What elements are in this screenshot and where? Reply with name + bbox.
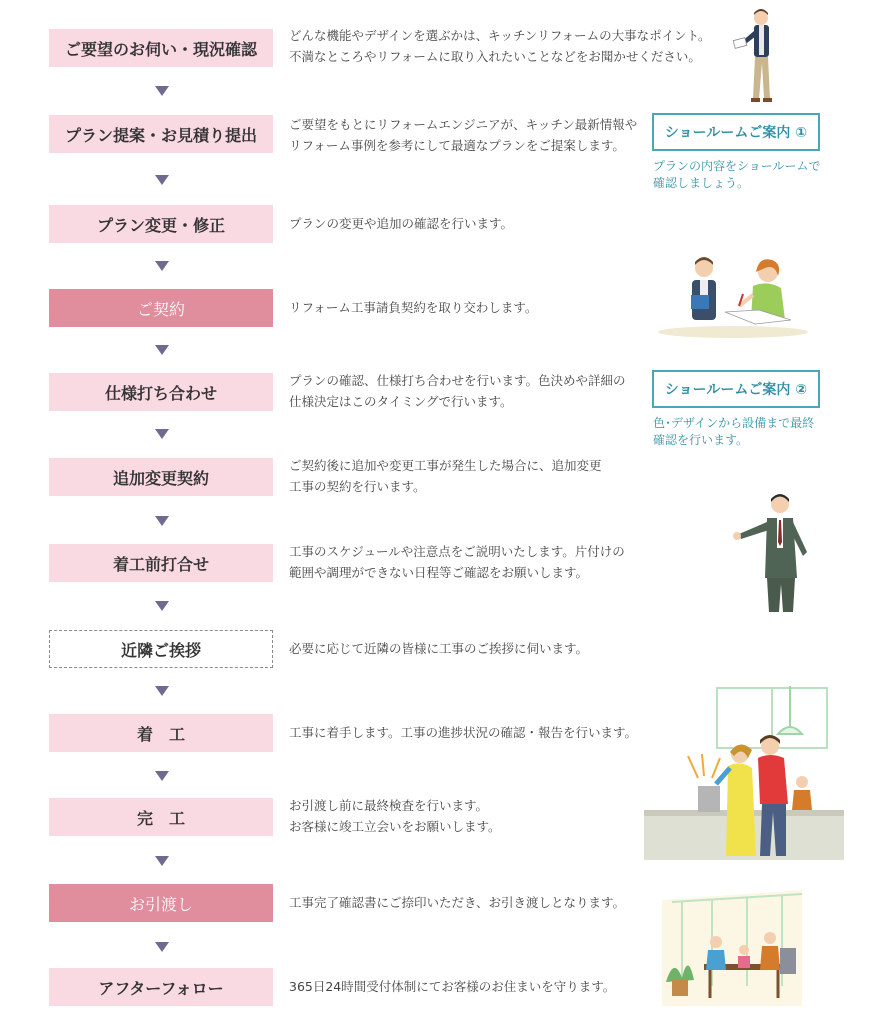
step-spec-meeting: 仕様打ち合わせ: [49, 373, 273, 411]
showroom-guide-1-button[interactable]: ショールームご案内 ①: [652, 113, 820, 151]
kitchen-work-illustration: [642, 686, 847, 866]
flow-arrow-icon: [155, 175, 169, 185]
flow-arrow-icon: [155, 601, 169, 611]
flow-arrow-icon: [155, 261, 169, 271]
step-description: お引渡し前に最終検査を行います。 お客様に竣工立会いをお願いします。: [289, 798, 501, 834]
flow-arrow-icon: [155, 856, 169, 866]
flow-arrow-icon: [155, 345, 169, 355]
step-handover: お引渡し: [49, 884, 273, 922]
flow-arrow-icon: [155, 86, 169, 96]
step-hearing: ご要望のお伺い・現況確認: [49, 29, 273, 67]
step-description: ご契約後に追加や変更工事が発生した場合に、追加変更 工事の契約を行います。: [289, 458, 602, 494]
family-home-illustration: [652, 886, 812, 1011]
step-description: プランの変更や追加の確認を行います。: [289, 216, 514, 231]
step-neighbor-greeting: 近隣ご挨拶: [49, 630, 273, 668]
step-description: リフォーム工事請負契約を取り交わします。: [289, 300, 538, 315]
step-description: 工事完了確認書にご捺印いただき、お引き渡しとなります。: [289, 895, 626, 910]
step-additional-contract: 追加変更契約: [49, 458, 273, 496]
step-description: 工事のスケジュールや注意点をご説明いたします。片付けの 範囲や調理ができない日程等ご確認をお願いします。: [289, 544, 625, 580]
step-description: 365日24時間受付体制にてお客様のお住まいを守ります。: [289, 979, 616, 994]
step-plan-revision: プラン変更・修正: [49, 205, 273, 243]
step-completion: 完 工: [49, 798, 273, 836]
contract-meeting-illustration: [655, 250, 810, 340]
flow-arrow-icon: [155, 516, 169, 526]
showroom-guide-2-button[interactable]: ショールームご案内 ②: [652, 370, 820, 408]
step-contract: ご契約: [49, 289, 273, 327]
showroom-guide-1-note: プランの内容をショールームで 確認しましょう。: [653, 159, 821, 190]
flow-arrow-icon: [155, 686, 169, 696]
flow-arrow-icon: [155, 771, 169, 781]
step-construction-start: 着 工: [49, 714, 273, 752]
step-description: プランの確認、仕様打ち合わせを行います。色決めや詳細の 仕様決定はこのタイミングで行います。: [289, 373, 626, 409]
engineer-illustration: [725, 490, 820, 615]
step-description: ご要望をもとにリフォームエンジニアが、キッチン最新情報や リフォーム事例を参考にして最適なプランをご提案します。: [289, 117, 638, 153]
flow-arrow-icon: [155, 942, 169, 952]
consultant-illustration: [728, 5, 788, 105]
flow-arrow-icon: [155, 429, 169, 439]
step-pre-construction-meeting: 着工前打合せ: [49, 544, 273, 582]
step-description: 工事に着手します。工事の進捗状況の確認・報告を行います。: [289, 725, 638, 740]
step-plan-proposal: プラン提案・お見積り提出: [49, 115, 273, 153]
step-description: どんな機能やデザインを選ぶかは、キッチンリフォームの大事なポイント。 不満なところやリフォームに取り入れたいことなどをお聞かせください。: [289, 28, 711, 64]
step-description: 必要に応じて近隣の皆様に工事のご挨拶に伺います。: [289, 641, 589, 656]
step-after-follow: アフターフォロー: [49, 968, 273, 1006]
showroom-guide-2-note: 色･デザインから設備まで最終 確認を行います。: [653, 416, 815, 447]
